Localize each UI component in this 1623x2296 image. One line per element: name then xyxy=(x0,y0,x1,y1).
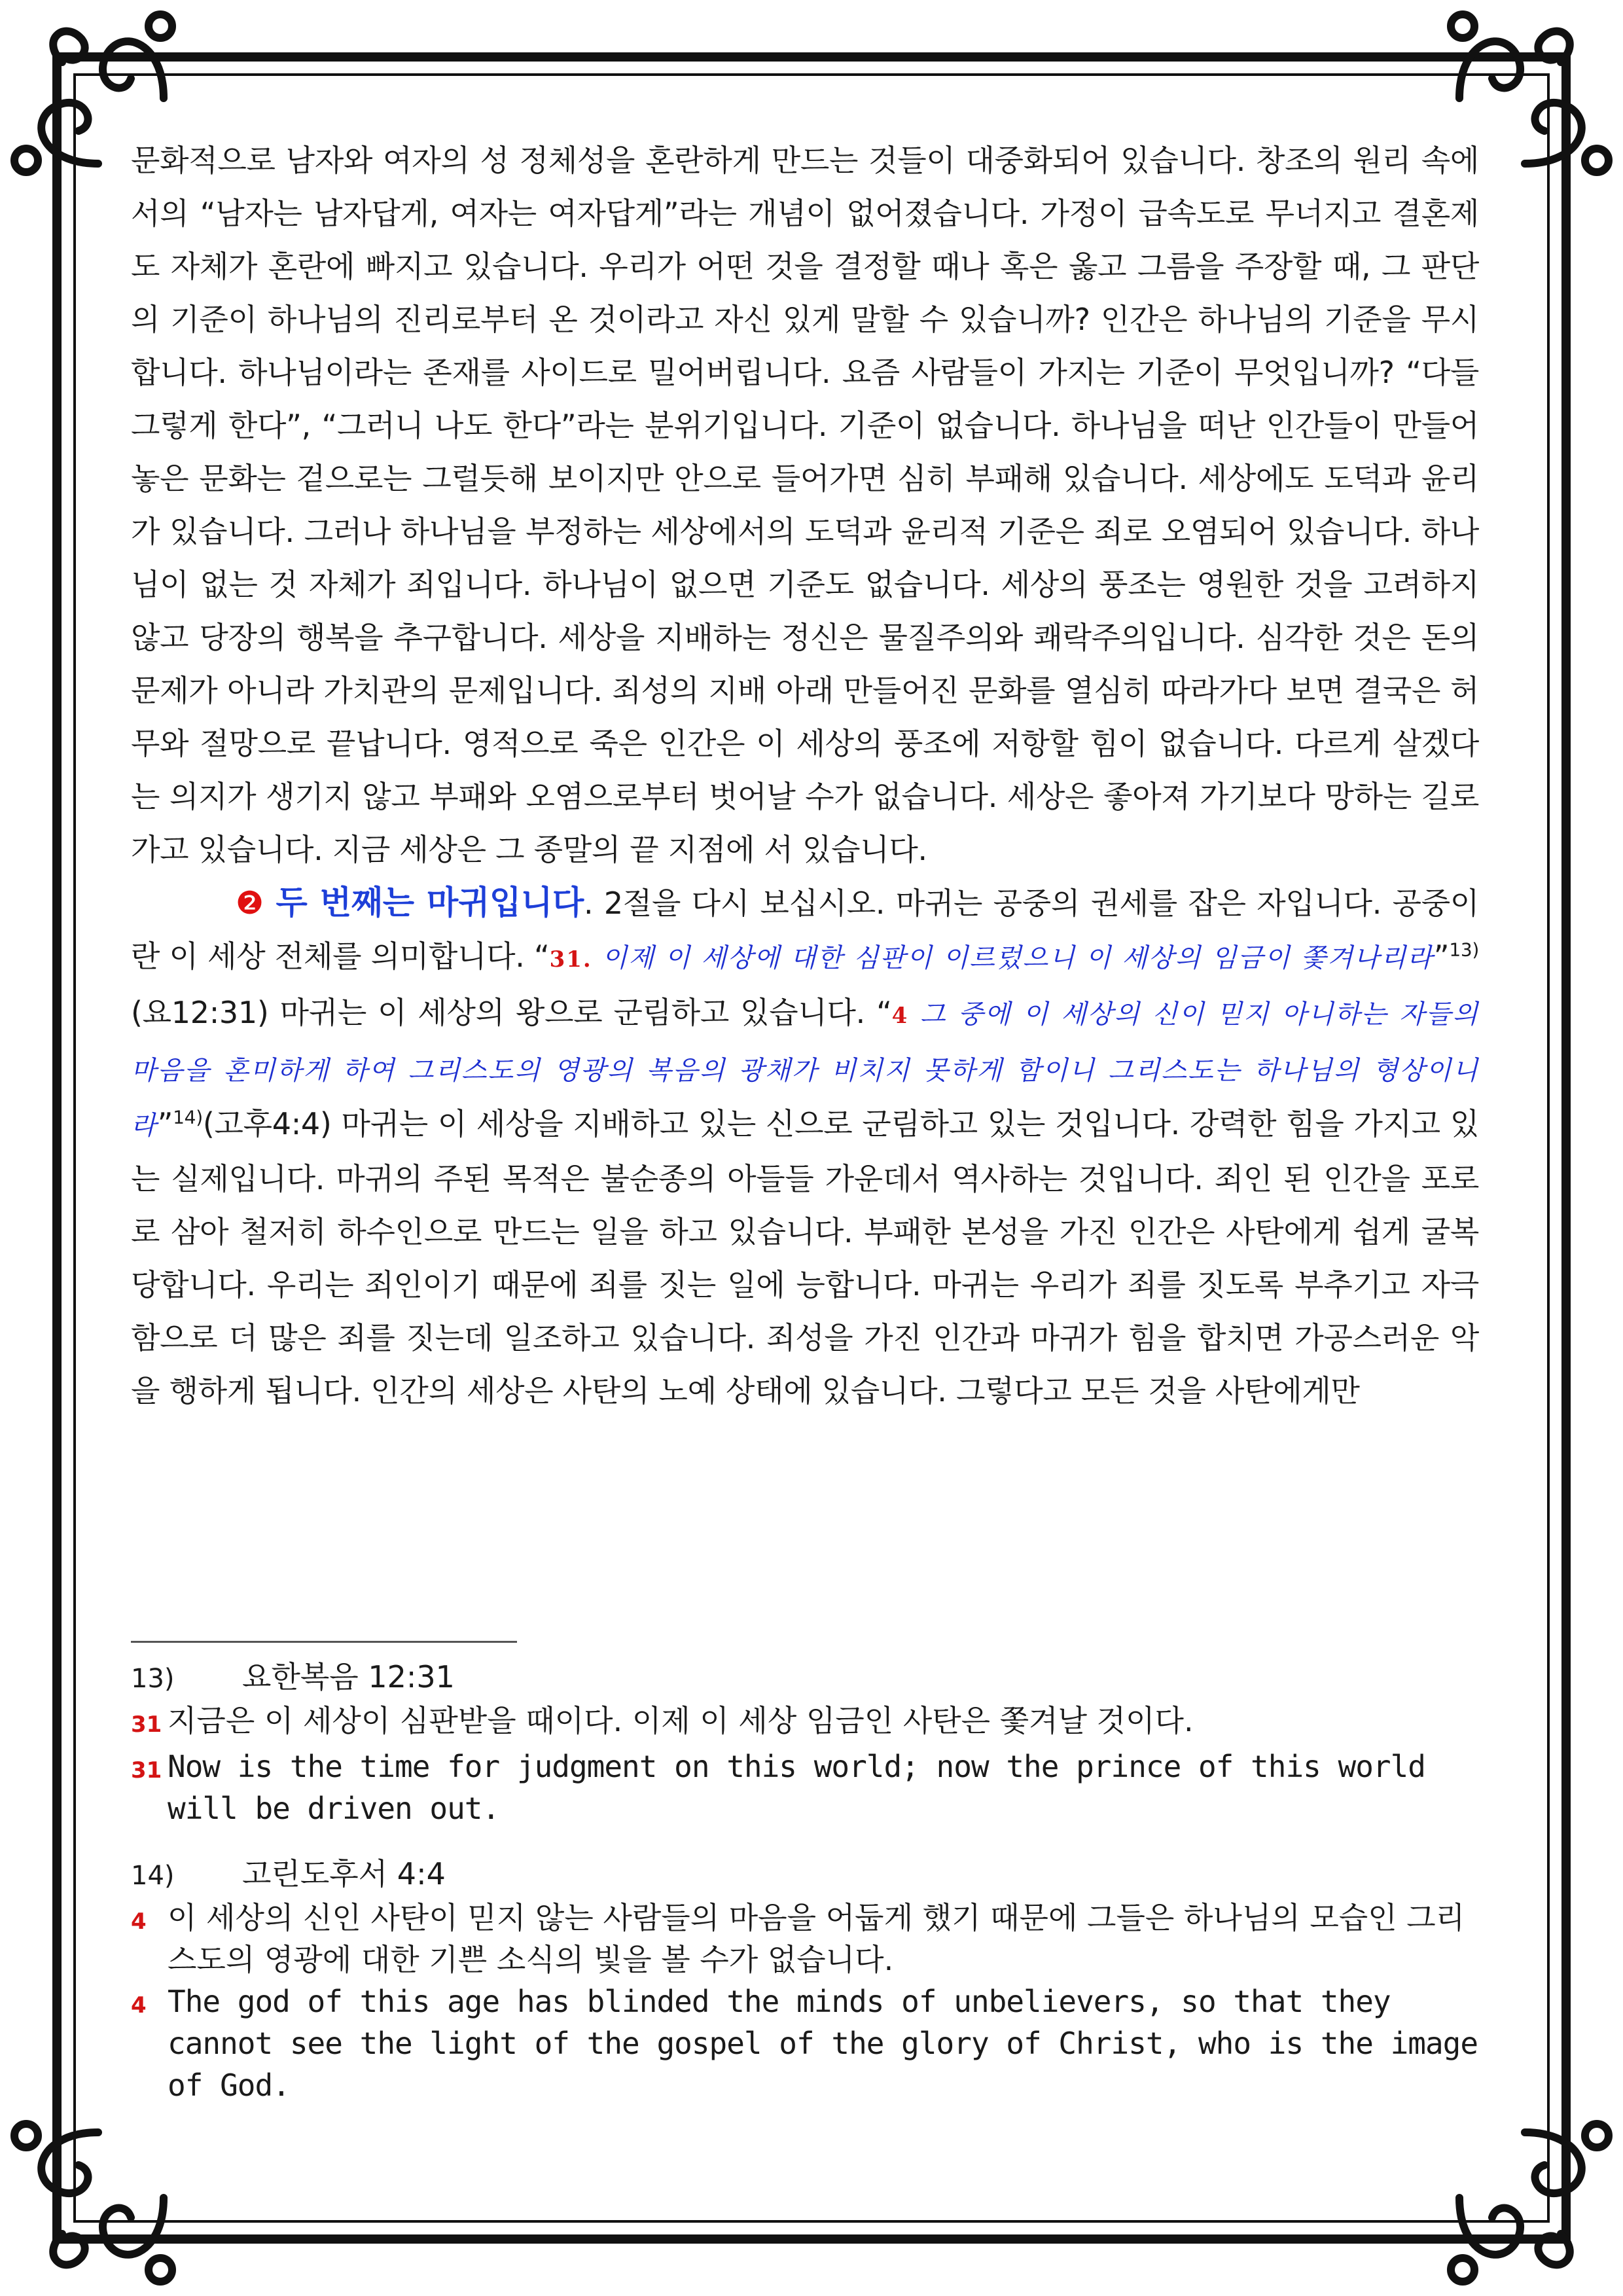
footnote-number: 14) xyxy=(131,1861,175,1891)
verse-number: 4 xyxy=(891,1003,909,1029)
footnote-heading xyxy=(131,1853,1492,1897)
footnote-reference: 요한복음 12:31 xyxy=(242,1659,455,1695)
body-text: (고후4:4) 마귀는 이 세상을 지배하고 있는 신으로 군림하고 있는 것입니다. 강력한 힘을 가지고 있는 실제입니다. 마귀의 주된 목적은 불순종의 아들들 가운데서 역사하는 것입니다. 죄인 된 인간을 포로로 삼아 철저히 하수인으로 만드는 일을 하고 있습니다. 부패한 본성을 가진 인간은 사탄에게 쉽게 굴복당합니다. 우리는 죄인이기 때문에 죄를 짓는 일에 능합니다. 마귀는 우리가 죄를 짓도록 부추기고 자극함으로 더 많은 죄를 짓는데 일조하고 있습니다. 죄성을 가진 인간과 마귀가 힘을 합치면 가공스러운 악을 행하게 됩니다. 인간의 세상은 사탄의 노예 상태에 있습니다. 그렇다고 모든 것을 사탄에게만 xyxy=(131,1106,1479,1408)
footnote-text: Now is the time for judgment on this world; now the prince of this world will be driven out. xyxy=(168,1749,1425,1826)
main-content xyxy=(131,134,1479,1418)
footnote-line xyxy=(131,1897,1492,1981)
quote-close: ” xyxy=(1433,939,1450,974)
section-heading: 두 번째는 마귀입니다 xyxy=(276,884,584,922)
quote-text: 그 중에 이 세상의 신이 믿지 아니하는 자들의 마음을 혼미하게 하여 그리스도의 영광의 복음의 광채가 비치지 못하게 함이니 그리스도는 하나님의 형상이니라 xyxy=(131,999,1479,1141)
footnotes xyxy=(131,1656,1492,2106)
footnote-text: 지금은 이 세상이 심판받을 때이다. 이제 이 세상 임금인 사탄은 쫓겨날 것이다. xyxy=(168,1703,1194,1738)
footnote-reference: 고린도후서 4:4 xyxy=(242,1856,446,1892)
quote-close: ” xyxy=(157,1106,173,1141)
paragraph-culture: 문화적으로 남자와 여자의 성 정체성을 혼란하게 만드는 것들이 대중화되어 있습니다. 창조의 원리 속에서의 “남자는 남자답게, 여자는 여자답게”라는 개념이 없어졌습니다. 가정이 급속도로 무너지고 결혼제도 자체가 혼란에 빠지고 있습니다. 우리가 어떤 것을 결정할 때나 혹은 옳고 그름을 주장할 때, 그 판단의 기준이 하나님의 진리로부터 온 것이라고 자신 있게 말할 수 있습니까? 인간은 하나님의 기준을 무시합니다. 하나님이라는 존재를 사이드로 밀어버립니다. 요즘 사람들이 가지는 기준이 무엇입니까? “다들 그렇게 한다”, “그러니 나도 한다”라는 분위기입니다. 기준이 없습니다. 하나님을 떠난 인간들이 만들어 놓은 문화는 겉으로는 그럴듯해 보이지만 안으로 들어가면 심히 부패해 있습니다. 세상에도 도덕과 윤리가 있습니다. 그러나 하나님을 부정하는 세상에서의 도덕과 윤리적 기준은 죄로 오염되어 있습니다. 하나님이 없는 것 자체가 죄입니다. 하나님이 없으면 기준도 없습니다. 세상의 풍조는 영원한 것을 고려하지 않고 당장의 행복을 추구합니다. 세상을 지배하는 정신은 물질주의와 쾌락주의입니다. 심각한 것은 돈의 문제가 아니라 가치관의 문제입니다. 죄성의 지배 아래 만들어진 문화를 열심히 따라가다 보면 결국은 허무와 절망으로 끝납니다. 영적으로 죽은 인간은 이 세상의 풍조에 저항할 힘이 없습니다. 다르게 살겠다는 의지가 생기지 않고 부패와 오염으로부터 벗어날 수가 없습니다. 세상은 좋아져 가기보다 망하는 길로 가고 있습니다. 지금 세상은 그 종말의 끝 지점에 서 있습니다. xyxy=(131,143,1479,867)
number-bullet: ❷ xyxy=(236,885,265,922)
body-text: . 2절을 다시 보십시오. 마귀는 공중의 권세를 잡은 자입니다. 공중이란 이 세상 전체를 의미합니다. “ xyxy=(131,886,1480,974)
footnote-line xyxy=(131,1981,1492,2106)
verse-number: 31 xyxy=(131,1712,162,1738)
verse-number: 31 xyxy=(131,1757,162,1784)
footnote-heading xyxy=(131,1656,1492,1700)
paragraph-devil xyxy=(131,876,1479,1418)
quote-john xyxy=(550,943,1434,973)
footnote-line xyxy=(131,1700,1492,1746)
verse-number: 4 xyxy=(131,1909,147,1935)
body-text: (요12:31) 마귀는 이 세상의 왕으로 군림하고 있습니다. “ xyxy=(131,995,892,1030)
scroll-ornament-icon xyxy=(0,2100,196,2296)
verse-number: 4 xyxy=(131,1992,147,2018)
footnote-line xyxy=(131,1746,1492,1829)
quote-text: 이제 이 세상에 대한 심판이 이르렀으니 이 세상의 임금이 쫓겨나리라 xyxy=(592,943,1434,973)
footnote-ref-14: 14) xyxy=(173,1106,203,1128)
footnote-ref-13: 13) xyxy=(1449,939,1479,961)
footnote-divider xyxy=(131,1641,517,1643)
verse-number: 31. xyxy=(549,946,592,973)
scroll-ornament-icon xyxy=(1427,2100,1623,2296)
footnote-text: The god of this age has blinded the minds of unbelievers, so that they cannot see the light of the gospel of the glory of Christ, who is the image of God. xyxy=(168,1984,1478,2103)
footnote-number: 13) xyxy=(131,1664,175,1694)
footnote-text: 이 세상의 신인 사탄이 믿지 않는 사람들의 마음을 어둡게 했기 때문에 그들은 하나님의 모습인 그리스도의 영광에 대한 기쁜 소식의 빛을 볼 수가 없습니다. xyxy=(168,1900,1465,1977)
